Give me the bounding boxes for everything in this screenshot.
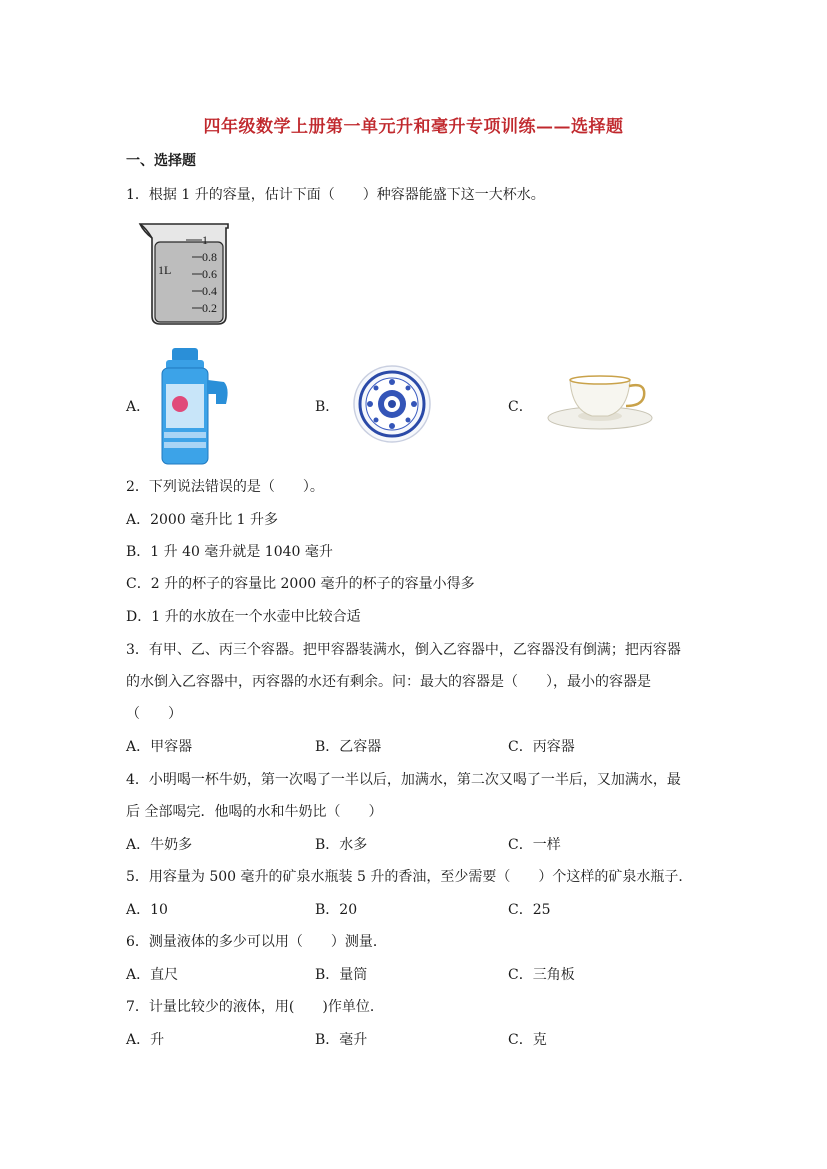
beaker-mark: 0.4 xyxy=(202,284,217,298)
question-3-option-a: A．甲容器 xyxy=(126,739,193,755)
option-a-letter: A． xyxy=(126,399,151,415)
question-2-option-b: B．1 升 40 毫升就是 1040 毫升 xyxy=(126,544,333,560)
question-3-stem-line-1: 3．有甲、乙、丙三个容器。把甲容器装满水，倒入乙容器中，乙容器没有倒满；把丙容器 xyxy=(126,642,681,658)
question-5-option-b: B．20 xyxy=(315,902,358,918)
question-3-option-c: C．丙容器 xyxy=(508,739,575,755)
question-7-option-c: C．克 xyxy=(508,1032,547,1048)
question-7-option-b: B．毫升 xyxy=(315,1032,368,1048)
question-2-option-d: D．1 升的水放在一个水壶中比较合适 xyxy=(126,609,361,625)
question-6-option-a: A．直尺 xyxy=(126,967,179,983)
question-2-stem: 2．下列说法错误的是（ ）。 xyxy=(126,479,324,495)
measuring-beaker-figure xyxy=(136,220,236,330)
question-4-stem-line-2: 后 全部喝完．他喝的水和牛奶比（ ） xyxy=(126,804,383,820)
question-3-option-b: B．乙容器 xyxy=(315,739,382,755)
question-6-option-b: B．量筒 xyxy=(315,967,368,983)
page-title: 四年级数学上册第一单元升和毫升专项训练——选择题 xyxy=(203,117,624,137)
blue-white-plate-icon xyxy=(352,364,432,444)
beaker-mark: 0.2 xyxy=(202,301,217,315)
question-4-stem-line-1: 4．小明喝一杯牛奶，第一次喝了一半以后，加满水，第二次又喝了一半后，又加满水，最 xyxy=(126,772,681,788)
option-c-letter: C． xyxy=(508,399,533,415)
question-4-option-a: A．牛奶多 xyxy=(126,837,193,853)
question-4-option-c: C．一样 xyxy=(508,837,561,853)
question-7-option-a: A．升 xyxy=(126,1032,165,1048)
question-6-stem: 6．测量液体的多少可以用（ ）测量． xyxy=(126,934,387,950)
question-5-option-c: C．25 xyxy=(508,902,551,918)
beaker-label: 1L xyxy=(158,263,172,277)
beaker-mark: 0.8 xyxy=(202,250,217,264)
question-2-option-c: C．2 升的杯子的容量比 2000 毫升的杯子的容量小得多 xyxy=(126,576,475,592)
beaker-mark: 1 xyxy=(202,233,208,247)
section-heading: 一、选择题 xyxy=(126,153,196,169)
question-1-stem: 1．根据 1 升的容量，估计下面（ ）种容器能盛下这一大杯水。 xyxy=(126,187,545,203)
question-5-option-a: A．10 xyxy=(126,902,168,918)
question-3-stem-line-2: 的水倒入乙容器中，丙容器的水还有剩余。问：最大的容器是（ ），最小的容器是 xyxy=(126,674,651,690)
question-4-option-b: B．水多 xyxy=(315,837,368,853)
option-b-letter: B． xyxy=(315,399,340,415)
question-3-stem-line-3: （ ） xyxy=(126,706,182,722)
question-5-stem: 5．用容量为 500 毫升的矿泉水瓶装 5 升的香油，至少需要（ ）个这样的矿泉水瓶子． xyxy=(126,869,693,885)
beaker-mark: 0.6 xyxy=(202,267,217,281)
question-2-option-a: A．2000 毫升比 1 升多 xyxy=(126,512,278,528)
thermos-bottle-icon xyxy=(150,344,232,468)
question-7-stem: 7．计量比较少的液体，用( )作单位． xyxy=(126,999,384,1015)
question-6-option-c: C．三角板 xyxy=(508,967,575,983)
teacup-with-saucer-icon xyxy=(546,372,658,434)
